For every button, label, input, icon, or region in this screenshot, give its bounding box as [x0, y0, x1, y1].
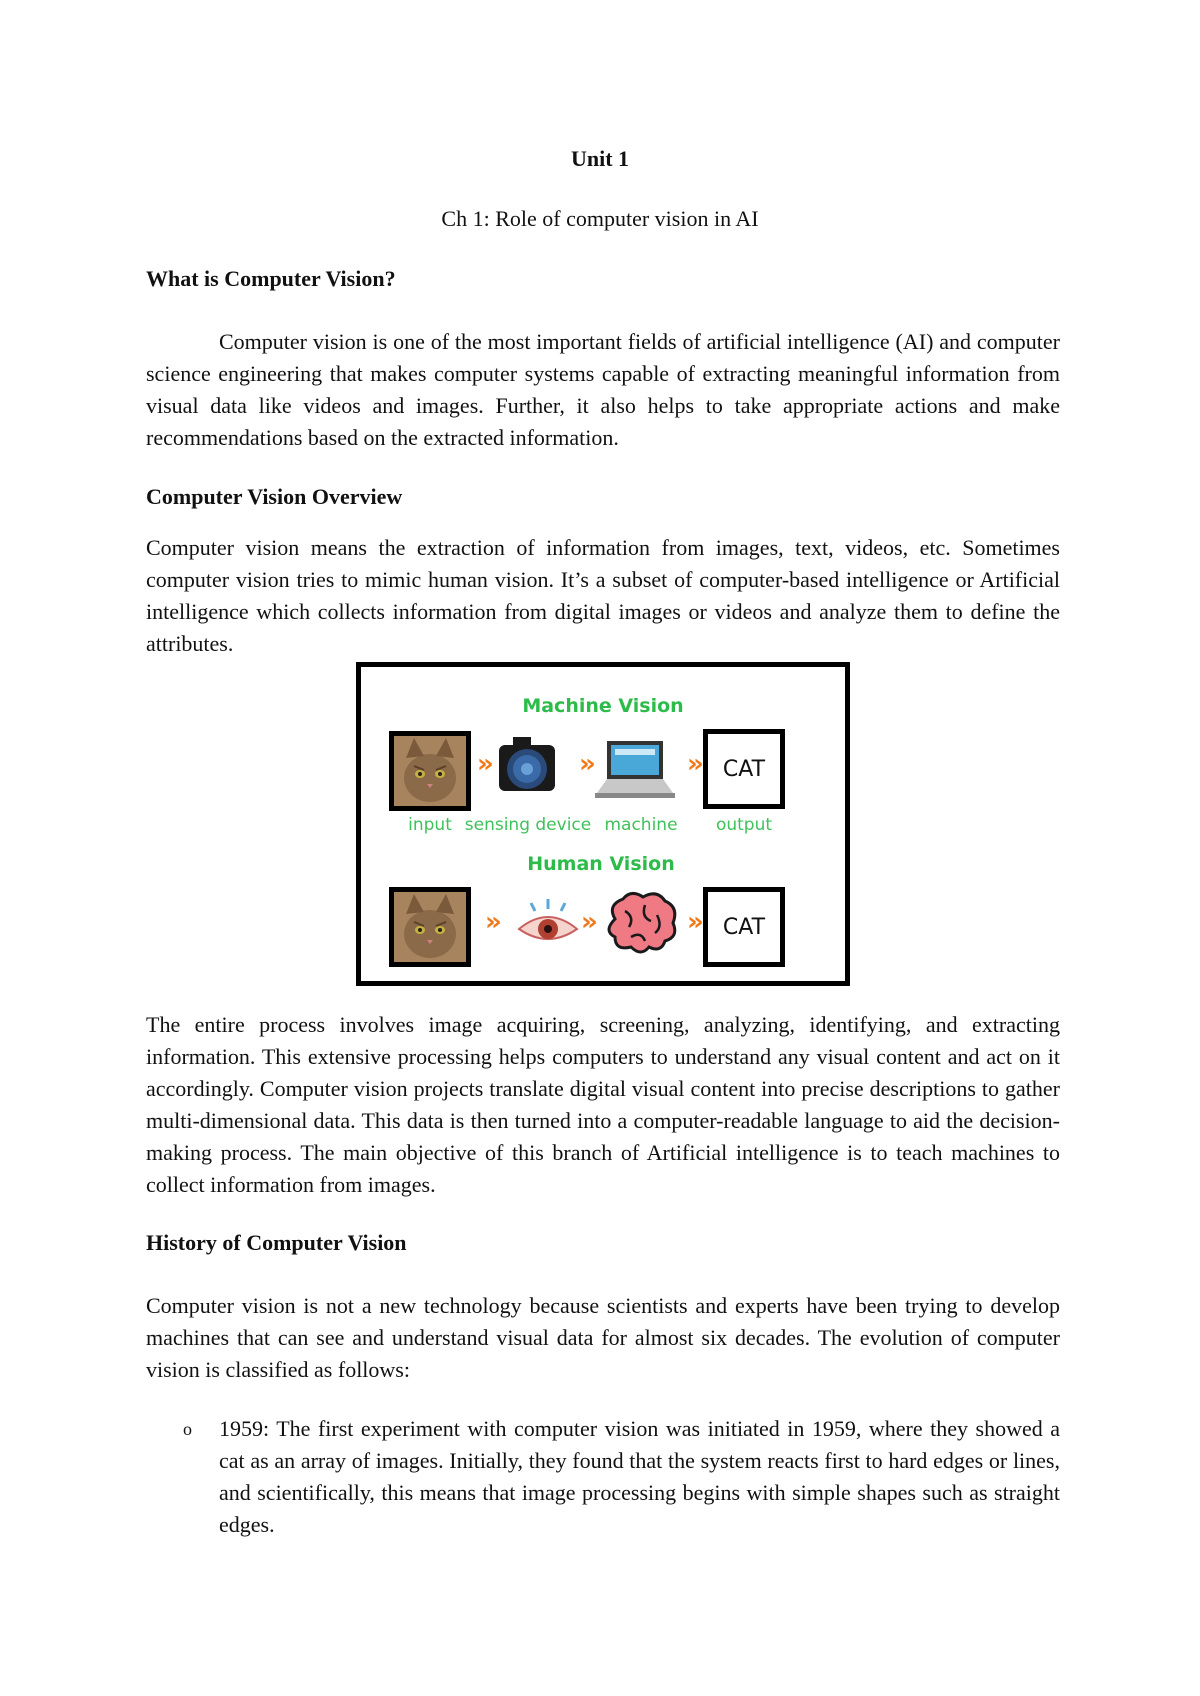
- arrow-chevron-2: »: [579, 749, 592, 779]
- vision-diagram: [356, 662, 850, 986]
- history-list: [146, 1413, 1060, 1541]
- arrow-chevron-3: »: [687, 749, 700, 779]
- cat-photo-icon: [394, 736, 466, 806]
- label-machine: machine: [604, 815, 678, 835]
- label-output: output: [715, 815, 773, 835]
- arrow-chevron-4: »: [485, 907, 498, 937]
- output-cat-box-human: CAT: [703, 887, 785, 967]
- arrow-chevron-5: »: [581, 907, 594, 937]
- label-input: input: [408, 815, 452, 835]
- paragraph-overview: Computer vision means the extraction of information from images, text, videos, etc. Sometimes computer vision tries to mimic human vision. It’s a subset of computer-based intelligence or Artificial intelligence which collects information from digital images or videos and analyze them to define the attributes.: [146, 535, 1060, 656]
- cat-photo-icon: [394, 892, 466, 962]
- laptop-icon: [593, 737, 677, 801]
- chapter-title: Ch 1: Role of computer vision in AI: [441, 206, 759, 231]
- machine-vision-title: Machine Vision: [522, 695, 684, 717]
- unit-title: Unit 1: [570, 146, 630, 171]
- list-item-text: 1959: The first experiment with computer vision was initiated in 1959, where they showed a cat as an array of images. Initially, they found that the system reacts first to hard edges or lines, and scientifically, this means that image processing begins with simple shapes such as straight edges.: [219, 1416, 1060, 1537]
- camera-icon: [495, 733, 559, 803]
- eye-icon: [513, 895, 583, 955]
- heading-history: History of Computer Vision: [146, 1230, 407, 1255]
- cat-input-image: [389, 731, 471, 811]
- list-item: [146, 1413, 1060, 1541]
- brain-icon: [601, 889, 681, 961]
- output-cat-box: CAT: [703, 729, 785, 809]
- bullet-marker: o: [183, 1419, 192, 1439]
- arrow-chevron-6: »: [687, 907, 700, 937]
- paragraph-process: The entire process involves image acquiring, screening, analyzing, identifying, and extracting information. This extensive processing helps computers to understand any visual content and act on it accordingly. Computer vision projects translate digital visual content into precise descriptions to gather multi-dimensional data. This data is then turned into a computer-readable language to aid the decision-making process. The main objective of this branch of Artificial intelligence is to teach machines to collect information from images.: [146, 1012, 1060, 1197]
- paragraph-what-is: Computer vision is one of the most important fields of artificial intelligence (AI) and computer science engineering that makes computer systems capable of extracting meaningful information from visual data like videos and images. Further, it also helps to take appropriate actions and make recommendations based on the extracted information.: [146, 329, 1060, 450]
- heading-overview: Computer Vision Overview: [146, 484, 403, 509]
- heading-what-is: What is Computer Vision?: [146, 266, 396, 291]
- arrow-chevron-1: »: [477, 749, 490, 779]
- human-vision-title: Human Vision: [527, 853, 675, 875]
- cat-input-image-human: [389, 887, 471, 967]
- label-sensing-device: sensing device: [464, 815, 592, 835]
- paragraph-history: Computer vision is not a new technology because scientists and experts have been trying to develop machines that can see and understand visual data for almost six decades. The evolution of computer vision is classified as follows:: [146, 1293, 1060, 1382]
